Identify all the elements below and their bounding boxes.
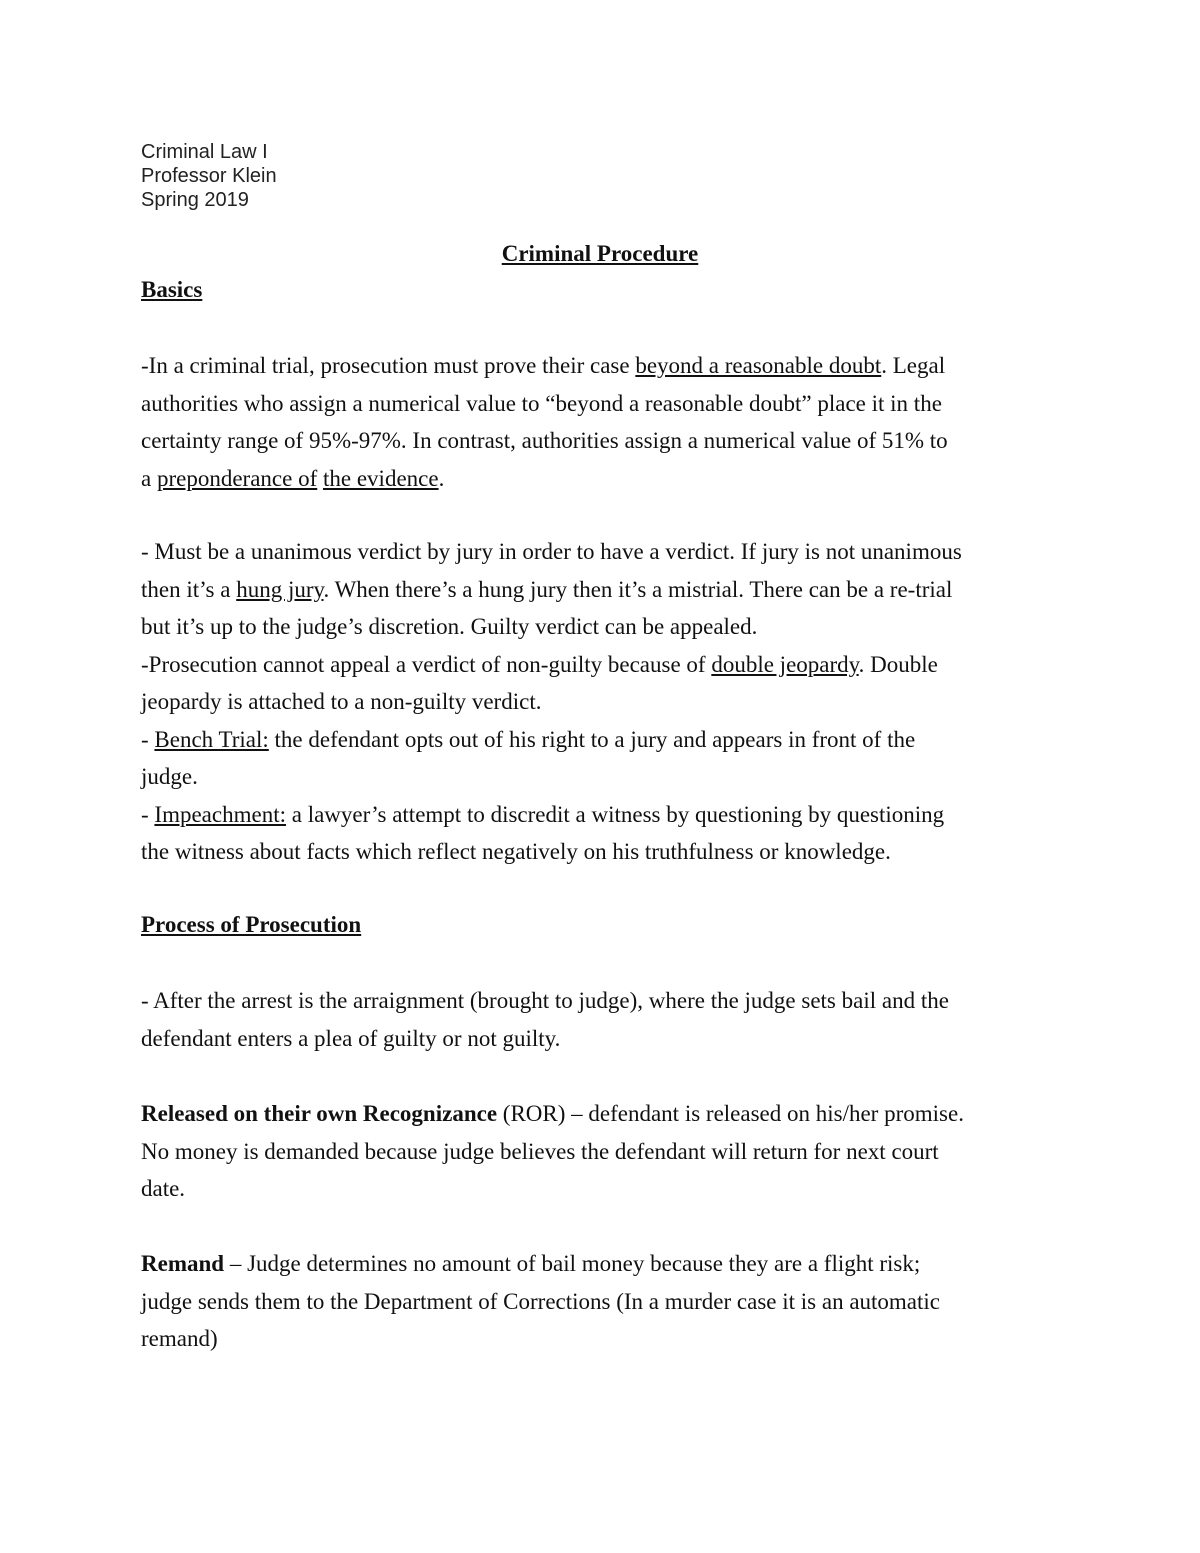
text-line: - Impeachment: a lawyer’s attempt to discredit a witness by questioning by questioning xyxy=(141,801,945,827)
text-line: -Prosecution cannot appeal a verdict of non-guilty because of double jeopardy. Double xyxy=(141,651,938,677)
text-line: - After the arrest is the arraignment (brought to judge), where the judge sets bail and the xyxy=(141,988,949,1013)
section-heading-process: Process of Prosecution xyxy=(141,912,362,937)
term-ror: Released on their own Recognizance xyxy=(141,1101,498,1126)
course-header xyxy=(141,140,277,212)
text-line: defendant enters a plea of guilty or not guilty. xyxy=(141,1025,561,1051)
text-line: -In a criminal trial, prosecution must prove their case beyond a reasonable doubt. Legal xyxy=(141,353,946,378)
text-line: authorities who assign a numerical value to “beyond a reasonable doubt” place it in the xyxy=(141,390,942,416)
text-line: a preponderance of the evidence. xyxy=(141,465,445,491)
paragraph-ror xyxy=(141,1095,1061,1208)
text-line: certainty range of 95%-97%. In contrast, authorities assign a numerical value of 51% to xyxy=(141,428,948,453)
text-line: jeopardy is attached to a non-guilty verdict. xyxy=(141,689,542,714)
document-title: Criminal Procedure xyxy=(501,241,699,266)
term-bench-trial: Bench Trial: xyxy=(154,726,269,752)
term-evidence: the evidence xyxy=(323,465,439,491)
text-line: judge sends them to the Department of Corrections (In a murder case it is an automatic xyxy=(141,1288,941,1314)
professor-name: Professor Klein xyxy=(141,165,277,187)
text-line: then it’s a hung jury. When there’s a hung jury then it’s a mistrial. There can be a re-trial xyxy=(141,576,953,602)
term-beyond-reasonable-doubt: beyond a reasonable doubt xyxy=(635,353,882,378)
text-line: but it’s up to the judge’s discretion. Guilty verdict can be appealed. xyxy=(141,614,758,639)
term-preponderance: preponderance of xyxy=(156,465,318,491)
text-line: No money is demanded because judge believes the defendant will return for next court xyxy=(141,1138,939,1164)
text-line: Released on their own Recognizance (ROR) – defendant is released on his/her promise. xyxy=(141,1101,964,1126)
term-hung-jury: hung jury xyxy=(236,576,324,602)
text-line: the witness about facts which reflect negatively on his truthfulness or knowledge. xyxy=(141,839,891,864)
term-impeachment: Impeachment: xyxy=(154,801,286,827)
text-line: - Must be a unanimous verdict by jury in order to have a verdict. If jury is not unanimous xyxy=(141,539,962,564)
text-line: remand) xyxy=(141,1326,218,1351)
paragraph-remand xyxy=(141,1245,1061,1358)
term-remand: Remand xyxy=(141,1251,225,1276)
term-double-jeopardy: double jeopardy xyxy=(711,651,859,677)
text-line: judge. xyxy=(141,764,198,789)
paragraph-verdicts xyxy=(141,533,1061,871)
course-name: Criminal Law I xyxy=(141,141,268,163)
text-line: date. xyxy=(141,1176,186,1201)
term: Spring 2019 xyxy=(141,189,249,211)
paragraph-arraignment xyxy=(141,982,1061,1057)
paragraph-reasonable-doubt xyxy=(141,347,1061,497)
text-line: Remand – Judge determines no amount of bail money because they are a flight risk; xyxy=(141,1251,921,1276)
text-line: - Bench Trial: the defendant opts out of his right to a jury and appears in front of the xyxy=(141,726,916,752)
section-heading-basics: Basics xyxy=(141,277,203,302)
